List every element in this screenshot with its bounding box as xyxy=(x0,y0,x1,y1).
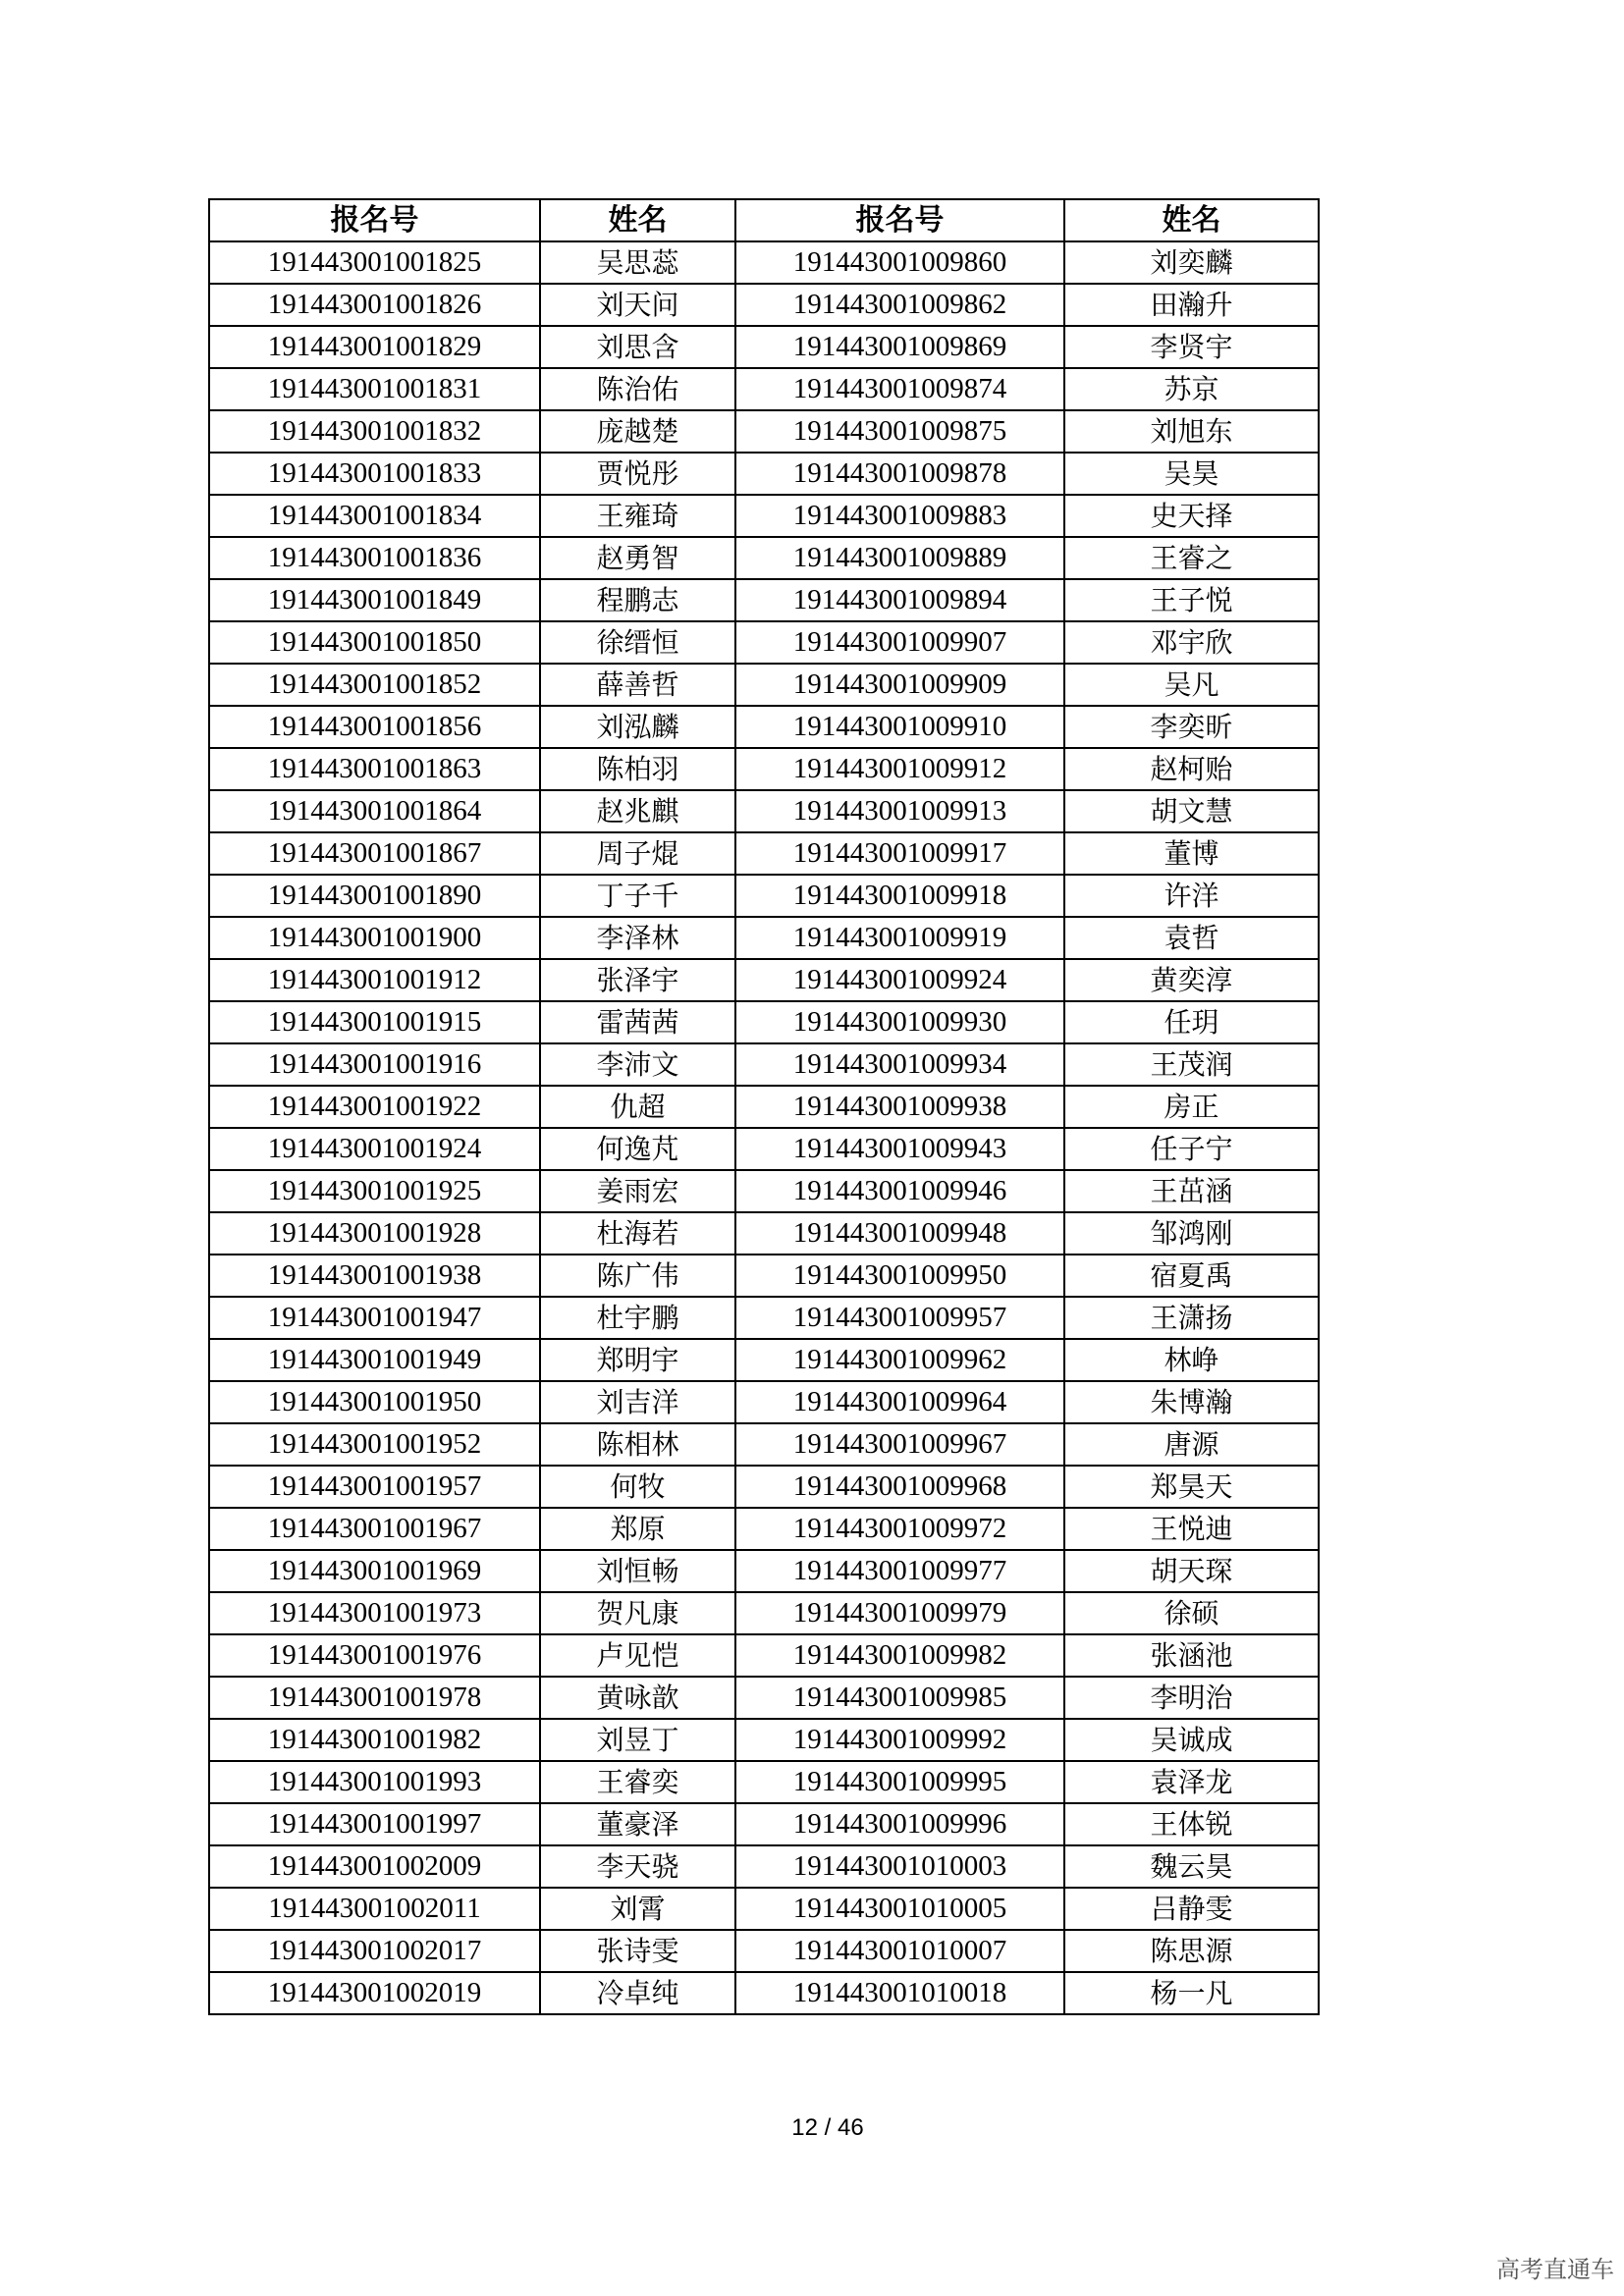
registration-number-right-cell: 191443001009883 xyxy=(735,495,1064,537)
registration-number-right-cell: 191443001009943 xyxy=(735,1128,1064,1170)
registration-number-left-cell: 191443001001947 xyxy=(209,1297,540,1339)
table-row xyxy=(209,832,1319,875)
registration-number-left-cell: 191443001001912 xyxy=(209,959,540,1001)
name-right-cell: 史天择 xyxy=(1064,495,1319,537)
table-row xyxy=(209,1930,1319,1972)
name-left-cell: 何逸芃 xyxy=(540,1128,735,1170)
name-right-cell: 唐源 xyxy=(1064,1423,1319,1466)
name-right-cell: 宿夏禹 xyxy=(1064,1255,1319,1297)
name-left-cell: 黄咏歆 xyxy=(540,1677,735,1719)
name-right-cell: 王子悦 xyxy=(1064,579,1319,621)
name-left-cell: 贾悦彤 xyxy=(540,453,735,495)
registration-number-right-cell: 191443001009972 xyxy=(735,1508,1064,1550)
registration-number-left-cell: 191443001001836 xyxy=(209,537,540,579)
table-row xyxy=(209,368,1319,410)
name-right-cell: 赵柯贻 xyxy=(1064,748,1319,790)
name-left-cell: 薛善哲 xyxy=(540,664,735,706)
registration-number-left-cell: 191443001001950 xyxy=(209,1381,540,1423)
name-right-cell: 朱博瀚 xyxy=(1064,1381,1319,1423)
name-left-cell: 刘昱丁 xyxy=(540,1719,735,1761)
name-left-cell: 张诗雯 xyxy=(540,1930,735,1972)
name-right-cell: 张涵池 xyxy=(1064,1634,1319,1677)
registration-number-right-cell: 191443001009979 xyxy=(735,1592,1064,1634)
registration-number-right-cell: 191443001009946 xyxy=(735,1170,1064,1212)
name-left-cell: 李泽林 xyxy=(540,917,735,959)
registration-number-right-cell: 191443001010005 xyxy=(735,1888,1064,1930)
name-right-cell: 苏京 xyxy=(1064,368,1319,410)
registration-number-left-cell: 191443001001900 xyxy=(209,917,540,959)
header-name-left: 姓名 xyxy=(540,199,735,241)
name-right-cell: 胡天琛 xyxy=(1064,1550,1319,1592)
table-row xyxy=(209,1803,1319,1845)
name-right-cell: 袁哲 xyxy=(1064,917,1319,959)
registration-number-left-cell: 191443001001867 xyxy=(209,832,540,875)
name-right-cell: 徐硕 xyxy=(1064,1592,1319,1634)
table-row xyxy=(209,326,1319,368)
name-left-cell: 郑原 xyxy=(540,1508,735,1550)
name-left-cell: 卢见恺 xyxy=(540,1634,735,1677)
name-left-cell: 董豪泽 xyxy=(540,1803,735,1845)
registration-number-left-cell: 191443001001834 xyxy=(209,495,540,537)
registration-number-right-cell: 191443001009982 xyxy=(735,1634,1064,1677)
registration-number-left-cell: 191443001001831 xyxy=(209,368,540,410)
name-right-cell: 李明治 xyxy=(1064,1677,1319,1719)
registration-number-left-cell: 191443001001825 xyxy=(209,241,540,284)
registration-number-left-cell: 191443001001850 xyxy=(209,621,540,664)
name-right-cell: 杨一凡 xyxy=(1064,1972,1319,2014)
name-right-cell: 许洋 xyxy=(1064,875,1319,917)
table-header xyxy=(209,199,1319,241)
registration-number-left-cell: 191443001002017 xyxy=(209,1930,540,1972)
name-left-cell: 吴思蕊 xyxy=(540,241,735,284)
registration-number-right-cell: 191443001009992 xyxy=(735,1719,1064,1761)
name-right-cell: 郑昊天 xyxy=(1064,1466,1319,1508)
registration-number-right-cell: 191443001009910 xyxy=(735,706,1064,748)
table-row xyxy=(209,706,1319,748)
registration-number-right-cell: 191443001009918 xyxy=(735,875,1064,917)
header-name-right: 姓名 xyxy=(1064,199,1319,241)
table-row xyxy=(209,664,1319,706)
table-row xyxy=(209,1550,1319,1592)
registration-number-left-cell: 191443001001856 xyxy=(209,706,540,748)
name-left-cell: 刘思含 xyxy=(540,326,735,368)
name-right-cell: 吴诚成 xyxy=(1064,1719,1319,1761)
name-right-cell: 王悦迪 xyxy=(1064,1508,1319,1550)
registration-number-right-cell: 191443001009995 xyxy=(735,1761,1064,1803)
name-left-cell: 庞越楚 xyxy=(540,410,735,453)
registration-number-right-cell: 191443001009912 xyxy=(735,748,1064,790)
registration-number-left-cell: 191443001001938 xyxy=(209,1255,540,1297)
table-row xyxy=(209,621,1319,664)
name-left-cell: 李沛文 xyxy=(540,1043,735,1086)
table-row xyxy=(209,1423,1319,1466)
name-right-cell: 王潇扬 xyxy=(1064,1297,1319,1339)
name-left-cell: 郑明宇 xyxy=(540,1339,735,1381)
registration-number-left-cell: 191443001001928 xyxy=(209,1212,540,1255)
name-left-cell: 刘天问 xyxy=(540,284,735,326)
name-right-cell: 黄奕淳 xyxy=(1064,959,1319,1001)
watermark-text: 高考直通车 xyxy=(1496,2256,1614,2283)
name-left-cell: 雷茜茜 xyxy=(540,1001,735,1043)
registration-number-left-cell: 191443001001915 xyxy=(209,1001,540,1043)
table-row xyxy=(209,1255,1319,1297)
registration-number-left-cell: 191443001001949 xyxy=(209,1339,540,1381)
name-right-cell: 李贤宇 xyxy=(1064,326,1319,368)
registration-number-right-cell: 191443001009950 xyxy=(735,1255,1064,1297)
name-left-cell: 仇超 xyxy=(540,1086,735,1128)
registration-number-right-cell: 191443001010003 xyxy=(735,1845,1064,1888)
name-left-cell: 姜雨宏 xyxy=(540,1170,735,1212)
name-right-cell: 王茁涵 xyxy=(1064,1170,1319,1212)
registration-number-left-cell: 191443001001922 xyxy=(209,1086,540,1128)
name-left-cell: 程鹏志 xyxy=(540,579,735,621)
table-row xyxy=(209,284,1319,326)
registration-number-left-cell: 191443001001849 xyxy=(209,579,540,621)
table-body xyxy=(209,241,1319,2014)
registration-number-right-cell: 191443001009967 xyxy=(735,1423,1064,1466)
registration-number-right-cell: 191443001009894 xyxy=(735,579,1064,621)
name-left-cell: 周子焜 xyxy=(540,832,735,875)
registration-number-right-cell: 191443001009862 xyxy=(735,284,1064,326)
name-left-cell: 贺凡康 xyxy=(540,1592,735,1634)
name-left-cell: 刘恒畅 xyxy=(540,1550,735,1592)
registration-number-left-cell: 191443001002019 xyxy=(209,1972,540,2014)
registration-number-right-cell: 191443001009875 xyxy=(735,410,1064,453)
table-row xyxy=(209,410,1319,453)
name-left-cell: 陈广伟 xyxy=(540,1255,735,1297)
table-row xyxy=(209,1297,1319,1339)
registration-number-left-cell: 191443001001833 xyxy=(209,453,540,495)
name-left-cell: 赵兆麒 xyxy=(540,790,735,832)
name-right-cell: 任玥 xyxy=(1064,1001,1319,1043)
name-left-cell: 陈治佑 xyxy=(540,368,735,410)
name-left-cell: 刘霄 xyxy=(540,1888,735,1930)
registration-number-right-cell: 191443001009878 xyxy=(735,453,1064,495)
registration-number-right-cell: 191443001009913 xyxy=(735,790,1064,832)
name-left-cell: 丁子千 xyxy=(540,875,735,917)
registration-number-right-cell: 191443001009977 xyxy=(735,1550,1064,1592)
table-row xyxy=(209,1761,1319,1803)
table-row xyxy=(209,1043,1319,1086)
registration-number-left-cell: 191443001001997 xyxy=(209,1803,540,1845)
registration-number-right-cell: 191443001009948 xyxy=(735,1212,1064,1255)
table-row xyxy=(209,1466,1319,1508)
name-left-cell: 王雍琦 xyxy=(540,495,735,537)
registration-number-left-cell: 191443001001826 xyxy=(209,284,540,326)
name-right-cell: 李奕昕 xyxy=(1064,706,1319,748)
name-right-cell: 董博 xyxy=(1064,832,1319,875)
name-left-cell: 杜海若 xyxy=(540,1212,735,1255)
registration-number-right-cell: 191443001009919 xyxy=(735,917,1064,959)
name-right-cell: 陈思源 xyxy=(1064,1930,1319,1972)
name-left-cell: 刘泓麟 xyxy=(540,706,735,748)
name-left-cell: 陈相林 xyxy=(540,1423,735,1466)
table-row xyxy=(209,1128,1319,1170)
registration-number-right-cell: 191443001010018 xyxy=(735,1972,1064,2014)
name-right-cell: 刘奕麟 xyxy=(1064,241,1319,284)
table-row xyxy=(209,453,1319,495)
registration-number-right-cell: 191443001009924 xyxy=(735,959,1064,1001)
table-row xyxy=(209,1381,1319,1423)
table-row xyxy=(209,1212,1319,1255)
registration-number-right-cell: 191443001009968 xyxy=(735,1466,1064,1508)
registration-number-right-cell: 191443001009985 xyxy=(735,1677,1064,1719)
registration-number-left-cell: 191443001001969 xyxy=(209,1550,540,1592)
table-row xyxy=(209,1972,1319,2014)
header-registration-number-left: 报名号 xyxy=(209,199,540,241)
registration-number-left-cell: 191443001001924 xyxy=(209,1128,540,1170)
registration-number-left-cell: 191443001001982 xyxy=(209,1719,540,1761)
registration-number-right-cell: 191443001009860 xyxy=(735,241,1064,284)
name-left-cell: 王睿奕 xyxy=(540,1761,735,1803)
table-row xyxy=(209,1719,1319,1761)
table-row xyxy=(209,241,1319,284)
registration-number-left-cell: 191443001001957 xyxy=(209,1466,540,1508)
registration-number-right-cell: 191443001010007 xyxy=(735,1930,1064,1972)
admission-list-table xyxy=(208,198,1320,2015)
registration-number-left-cell: 191443001001832 xyxy=(209,410,540,453)
table-row xyxy=(209,1508,1319,1550)
registration-number-left-cell: 191443001001976 xyxy=(209,1634,540,1677)
registration-number-right-cell: 191443001009996 xyxy=(735,1803,1064,1845)
table-row xyxy=(209,959,1319,1001)
registration-number-right-cell: 191443001009934 xyxy=(735,1043,1064,1086)
name-right-cell: 邓宇欣 xyxy=(1064,621,1319,664)
registration-number-right-cell: 191443001009964 xyxy=(735,1381,1064,1423)
registration-number-right-cell: 191443001009938 xyxy=(735,1086,1064,1128)
registration-number-right-cell: 191443001009917 xyxy=(735,832,1064,875)
table-row xyxy=(209,1086,1319,1128)
table-row xyxy=(209,1339,1319,1381)
name-right-cell: 刘旭东 xyxy=(1064,410,1319,453)
registration-number-left-cell: 191443001001925 xyxy=(209,1170,540,1212)
table-row xyxy=(209,790,1319,832)
name-right-cell: 吕静雯 xyxy=(1064,1888,1319,1930)
registration-number-left-cell: 191443001001863 xyxy=(209,748,540,790)
name-left-cell: 杜宇鹏 xyxy=(540,1297,735,1339)
table-row xyxy=(209,1888,1319,1930)
registration-number-left-cell: 191443001001829 xyxy=(209,326,540,368)
name-left-cell: 李天骁 xyxy=(540,1845,735,1888)
name-left-cell: 张泽宇 xyxy=(540,959,735,1001)
table-row xyxy=(209,917,1319,959)
name-left-cell: 冷卓纯 xyxy=(540,1972,735,2014)
table-row xyxy=(209,1634,1319,1677)
name-right-cell: 魏云昊 xyxy=(1064,1845,1319,1888)
registration-number-right-cell: 191443001009869 xyxy=(735,326,1064,368)
registration-number-left-cell: 191443001002009 xyxy=(209,1845,540,1888)
name-left-cell: 徐缙恒 xyxy=(540,621,735,664)
table-row xyxy=(209,1170,1319,1212)
name-left-cell: 赵勇智 xyxy=(540,537,735,579)
registration-number-left-cell: 191443001001978 xyxy=(209,1677,540,1719)
registration-number-left-cell: 191443001001852 xyxy=(209,664,540,706)
header-row xyxy=(209,199,1319,241)
name-right-cell: 邹鸿刚 xyxy=(1064,1212,1319,1255)
page-number: 12 / 46 xyxy=(791,2114,864,2141)
table-row xyxy=(209,1677,1319,1719)
registration-number-left-cell: 191443001001952 xyxy=(209,1423,540,1466)
registration-number-left-cell: 191443001001973 xyxy=(209,1592,540,1634)
name-right-cell: 田瀚升 xyxy=(1064,284,1319,326)
registration-number-right-cell: 191443001009930 xyxy=(735,1001,1064,1043)
table-row xyxy=(209,1001,1319,1043)
registration-number-left-cell: 191443001001864 xyxy=(209,790,540,832)
name-right-cell: 王体锐 xyxy=(1064,1803,1319,1845)
name-right-cell: 吴凡 xyxy=(1064,664,1319,706)
registration-number-right-cell: 191443001009907 xyxy=(735,621,1064,664)
table-row xyxy=(209,875,1319,917)
name-right-cell: 胡文慧 xyxy=(1064,790,1319,832)
registration-number-right-cell: 191443001009962 xyxy=(735,1339,1064,1381)
name-right-cell: 房正 xyxy=(1064,1086,1319,1128)
name-left-cell: 陈柏羽 xyxy=(540,748,735,790)
name-right-cell: 任子宁 xyxy=(1064,1128,1319,1170)
name-right-cell: 吴昊 xyxy=(1064,453,1319,495)
registration-number-left-cell: 191443001001967 xyxy=(209,1508,540,1550)
table-row xyxy=(209,1592,1319,1634)
registration-number-left-cell: 191443001001916 xyxy=(209,1043,540,1086)
registration-number-right-cell: 191443001009874 xyxy=(735,368,1064,410)
table-row xyxy=(209,537,1319,579)
registration-number-left-cell: 191443001001993 xyxy=(209,1761,540,1803)
registration-number-left-cell: 191443001001890 xyxy=(209,875,540,917)
table-row xyxy=(209,579,1319,621)
registration-number-right-cell: 191443001009889 xyxy=(735,537,1064,579)
name-right-cell: 袁泽龙 xyxy=(1064,1761,1319,1803)
name-right-cell: 林峥 xyxy=(1064,1339,1319,1381)
registration-number-right-cell: 191443001009957 xyxy=(735,1297,1064,1339)
header-registration-number-right: 报名号 xyxy=(735,199,1064,241)
registration-number-left-cell: 191443001002011 xyxy=(209,1888,540,1930)
table-row xyxy=(209,1845,1319,1888)
name-left-cell: 何牧 xyxy=(540,1466,735,1508)
table-row xyxy=(209,748,1319,790)
registration-number-right-cell: 191443001009909 xyxy=(735,664,1064,706)
name-right-cell: 王茂润 xyxy=(1064,1043,1319,1086)
name-right-cell: 王睿之 xyxy=(1064,537,1319,579)
table-row xyxy=(209,495,1319,537)
name-left-cell: 刘吉洋 xyxy=(540,1381,735,1423)
